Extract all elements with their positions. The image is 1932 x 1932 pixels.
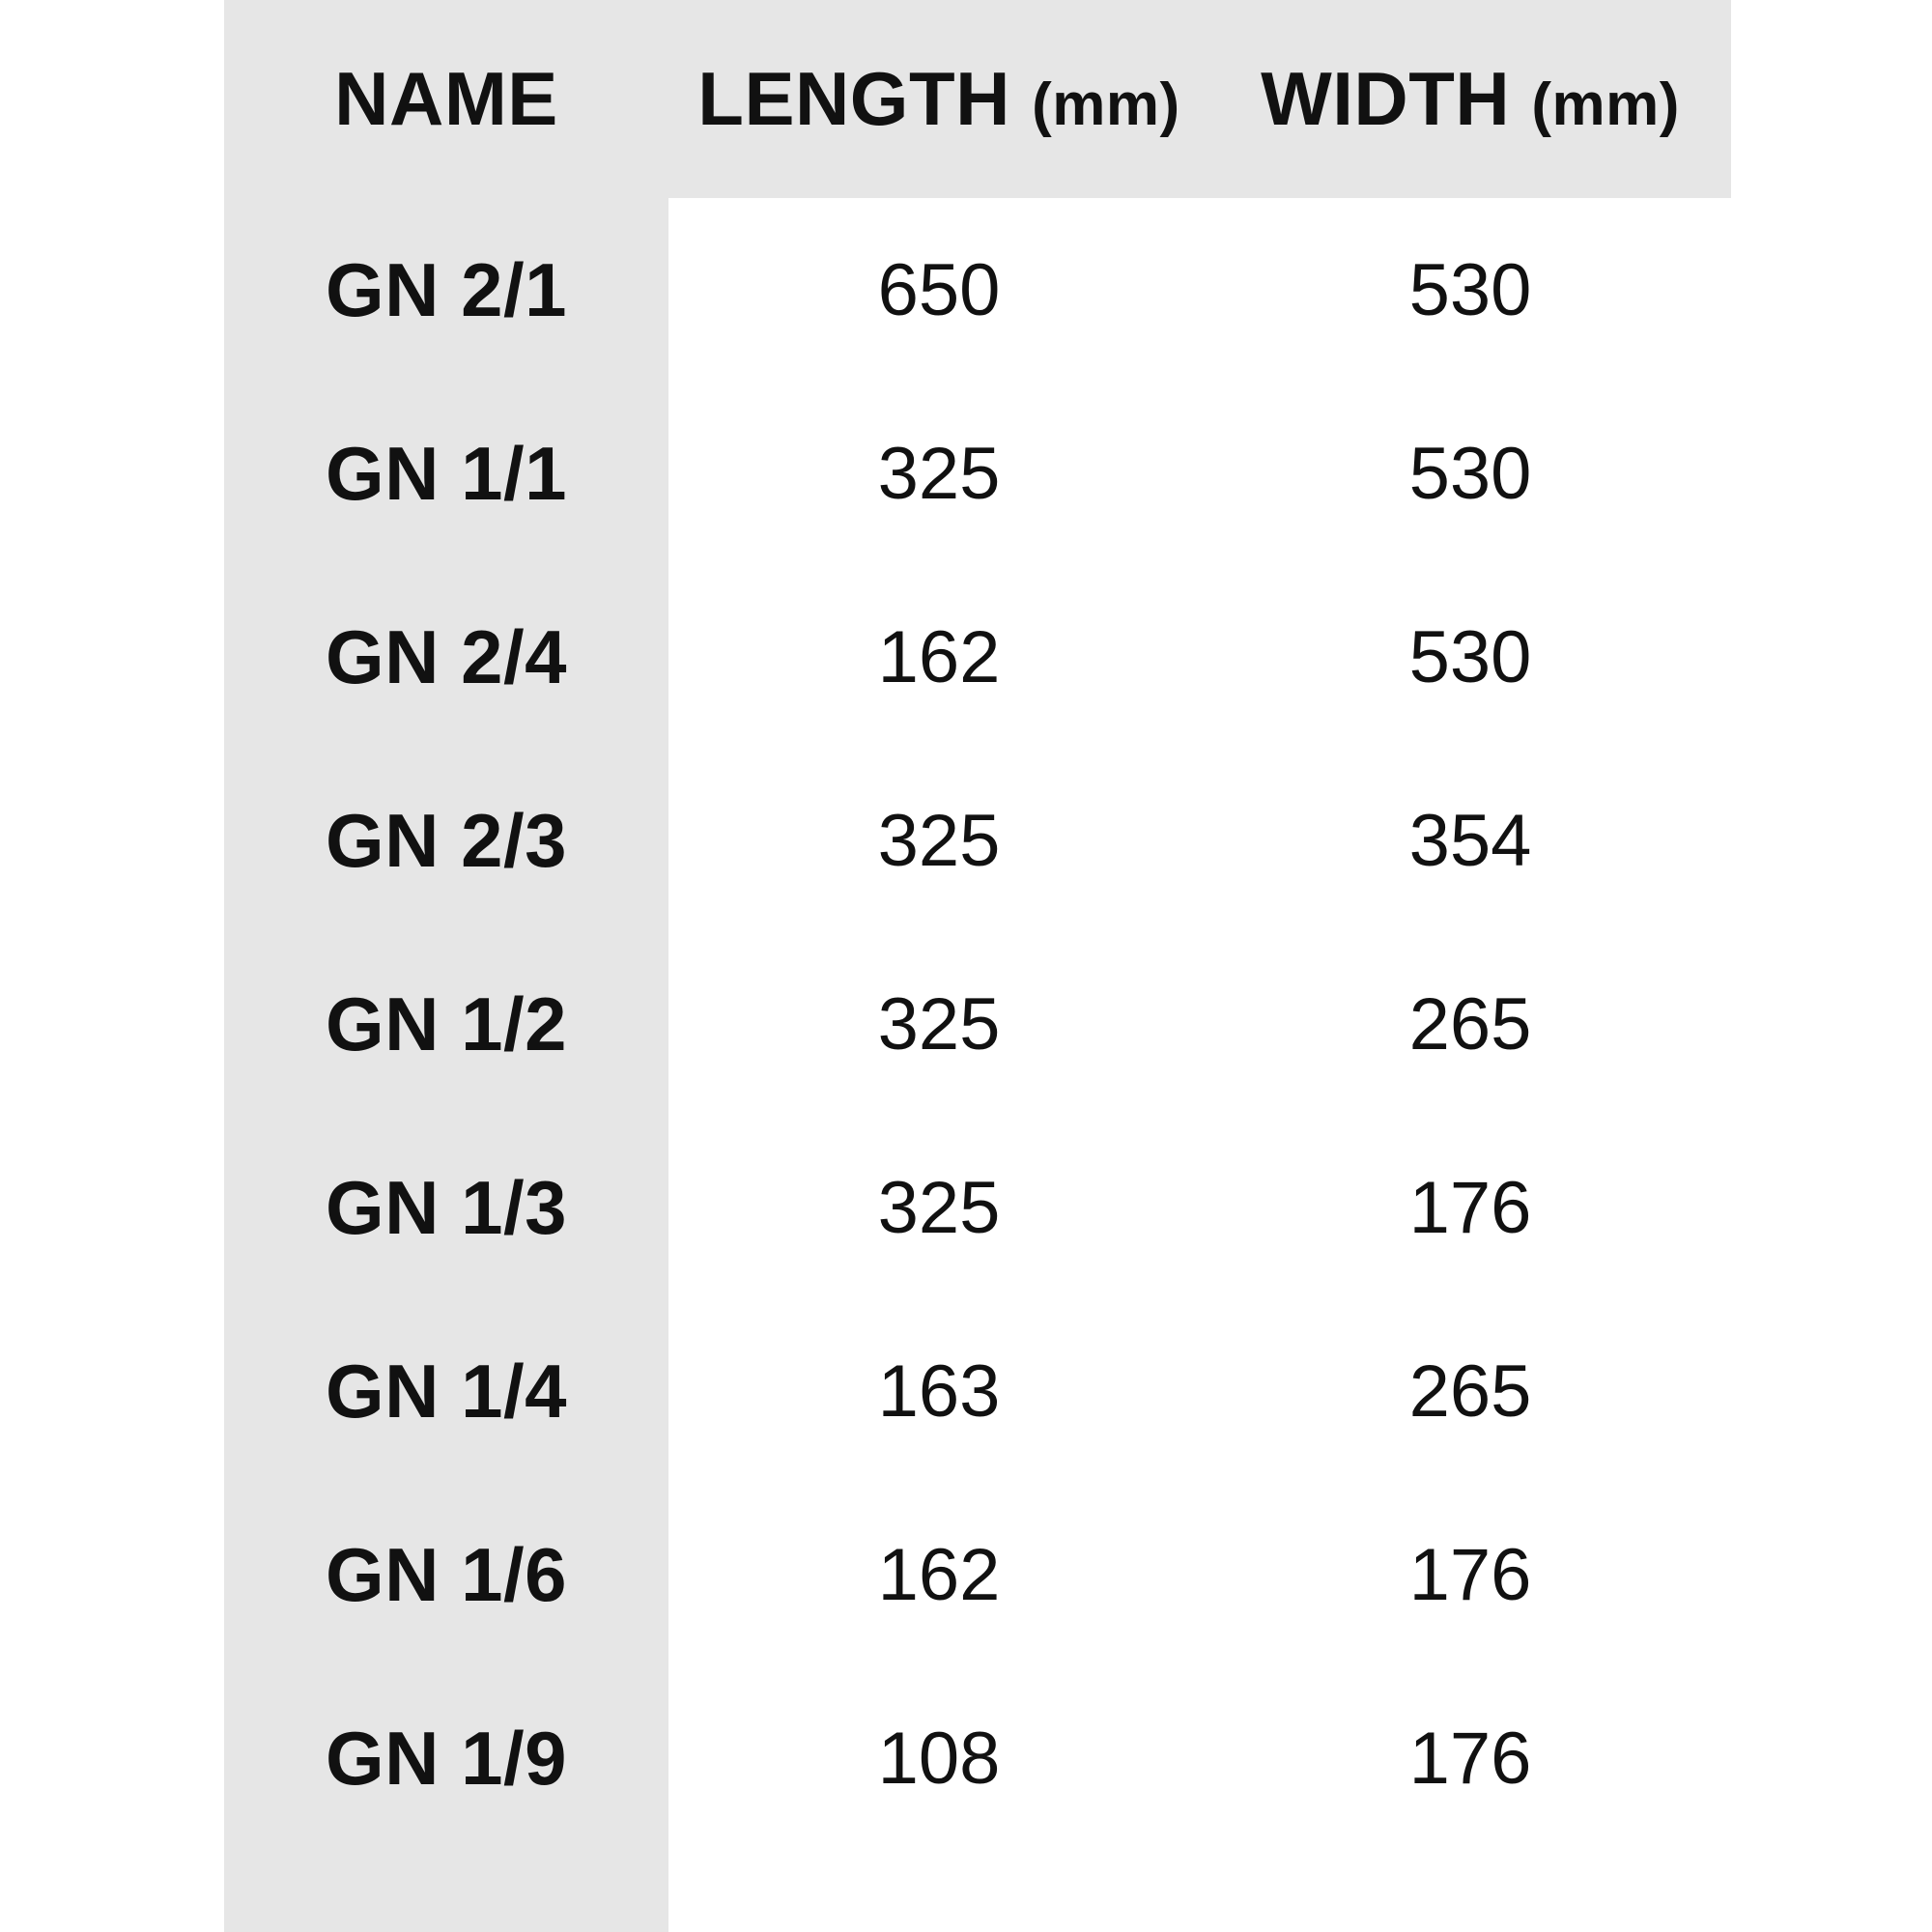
cell-width: 530 <box>1408 615 1532 698</box>
gn-sizes-table <box>224 0 1731 1850</box>
cell-name: GN 1/3 <box>325 1164 568 1250</box>
cell-length: 325 <box>877 982 1001 1065</box>
cell-name: GN 2/4 <box>325 613 568 699</box>
table-header-row <box>224 0 1731 198</box>
cell-name: GN 1/1 <box>325 430 568 516</box>
table-row <box>224 1116 1731 1299</box>
cell-length: 162 <box>877 1533 1001 1616</box>
cell-width: 265 <box>1408 1350 1532 1433</box>
column-header-length-label: LENGTH <box>697 56 1010 141</box>
column-header-width-unit: (mm) <box>1531 71 1680 138</box>
cell-width: 176 <box>1408 1717 1532 1800</box>
cell-length: 108 <box>877 1717 1001 1800</box>
cell-width: 530 <box>1408 432 1532 515</box>
table-row <box>224 932 1731 1116</box>
table-row <box>224 1666 1731 1850</box>
cell-name: GN 1/6 <box>325 1531 568 1617</box>
cell-length: 650 <box>877 248 1001 331</box>
column-header-name-label: NAME <box>334 56 558 141</box>
cell-name: GN 1/4 <box>325 1348 568 1434</box>
table-row <box>224 382 1731 565</box>
table-row <box>224 198 1731 382</box>
cell-width: 176 <box>1408 1166 1532 1249</box>
cell-length: 325 <box>877 799 1001 882</box>
column-header-length <box>668 0 1209 198</box>
cell-width: 530 <box>1408 248 1532 331</box>
cell-length: 163 <box>877 1350 1001 1433</box>
cell-name: GN 2/1 <box>325 246 568 332</box>
table-row <box>224 565 1731 749</box>
cell-name: GN 2/3 <box>325 797 568 883</box>
cell-name: GN 1/2 <box>325 980 568 1066</box>
cell-width: 176 <box>1408 1533 1532 1616</box>
cell-name: GN 1/9 <box>325 1715 568 1801</box>
cell-length: 325 <box>877 1166 1001 1249</box>
table-row <box>224 1483 1731 1666</box>
table-header <box>224 0 1731 198</box>
table-body <box>224 198 1731 1850</box>
cell-length: 325 <box>877 432 1001 515</box>
cell-length: 162 <box>877 615 1001 698</box>
cell-width: 265 <box>1408 982 1532 1065</box>
column-header-name <box>224 0 668 198</box>
table-row <box>224 1299 1731 1483</box>
column-header-length-unit: (mm) <box>1032 71 1180 138</box>
table-row <box>224 749 1731 932</box>
column-header-width-label: WIDTH <box>1261 56 1511 141</box>
cell-width: 354 <box>1408 799 1532 882</box>
column-header-width <box>1209 0 1731 198</box>
